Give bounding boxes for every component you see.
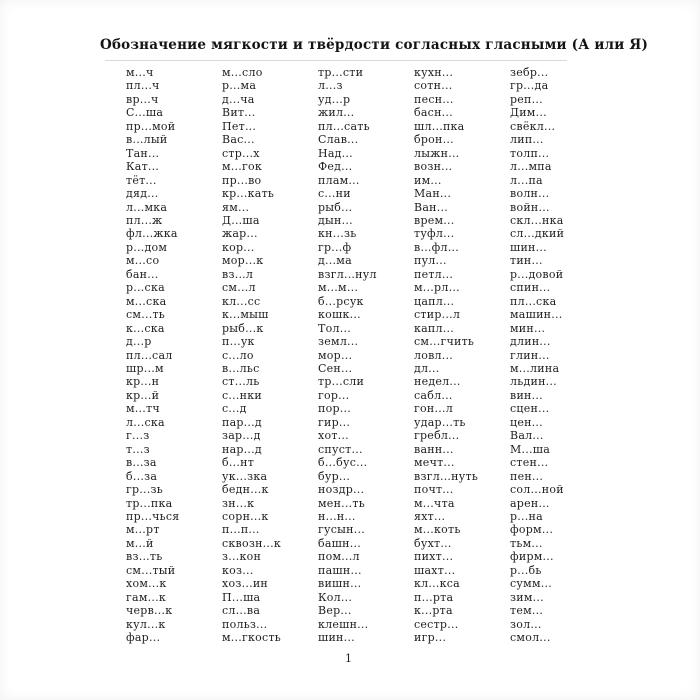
word-item: Фед...	[318, 160, 353, 174]
word-item: брон...	[414, 133, 454, 147]
word-item: лип...	[510, 133, 544, 147]
word-item: реп...	[510, 92, 543, 106]
word-item: песн...	[414, 92, 454, 106]
word-item: р...на	[510, 509, 543, 523]
word-item: пл...ска	[510, 294, 557, 308]
word-item: тр...пка	[126, 496, 173, 510]
word-item: Вер...	[318, 604, 352, 618]
word-item: д...ма	[318, 254, 352, 268]
word-item: фирм...	[510, 550, 554, 564]
word-item: Сен...	[318, 361, 353, 375]
word-item: фар...	[126, 631, 161, 645]
word-item: л...з	[318, 79, 343, 93]
word-item: пихт...	[414, 550, 454, 564]
word-item: к...мыш	[222, 308, 269, 322]
word-item: гр...да	[510, 79, 549, 93]
word-item: кошк...	[318, 308, 361, 322]
word-item: смол...	[510, 631, 551, 645]
word-item: шин...	[510, 240, 547, 254]
word-item: тёт...	[126, 173, 157, 187]
word-item: п...ук	[222, 335, 255, 349]
word-item: пр...чься	[126, 509, 180, 523]
word-item: спуст...	[318, 442, 363, 456]
word-item: волн...	[510, 187, 550, 201]
word-item: вз...ть	[126, 550, 163, 564]
word-item: басн...	[414, 106, 453, 120]
word-column-1	[126, 66, 222, 644]
word-item: зн...к	[222, 496, 255, 510]
word-item: плам...	[318, 173, 360, 187]
word-item: Ман...	[414, 187, 452, 201]
word-item: Тол...	[318, 321, 351, 335]
word-item: спин...	[510, 281, 551, 295]
word-item: взгл...нуть	[414, 469, 479, 483]
word-item: м...лина	[510, 361, 560, 375]
word-item: ям...	[222, 200, 250, 214]
word-item: им...	[414, 173, 442, 187]
word-item: кор...	[222, 240, 255, 254]
word-item: дын...	[318, 213, 353, 227]
word-column-3	[318, 66, 414, 644]
word-item: кн...зь	[318, 227, 357, 241]
word-item: ук...зка	[222, 469, 268, 483]
word-item: см...л	[222, 281, 256, 295]
word-columns	[126, 66, 606, 644]
word-item: хот...	[318, 429, 349, 443]
word-item: пен...	[510, 469, 544, 483]
word-item: м...гкость	[222, 631, 282, 645]
word-item: бур...	[318, 469, 351, 483]
word-item: пр...мой	[126, 119, 176, 133]
word-item: гам...к	[126, 590, 166, 604]
word-item: м...со	[126, 254, 160, 268]
word-item: кл...сс	[222, 294, 261, 308]
word-item: цен...	[510, 415, 543, 429]
word-item: сабл...	[414, 388, 453, 402]
word-item: вз...л	[222, 267, 254, 281]
word-item: клешн...	[318, 617, 369, 631]
word-item: Над...	[318, 146, 353, 160]
word-item: ловл...	[414, 348, 454, 362]
word-item: сл...ва	[222, 604, 261, 618]
word-item: к...ска	[126, 321, 165, 335]
word-item: цапл...	[414, 294, 455, 308]
word-item: мор...к	[222, 254, 264, 268]
word-item: тр...сти	[318, 66, 364, 79]
word-item: м...коть	[414, 523, 461, 537]
word-item: сестр...	[414, 617, 459, 631]
word-item: р...ма	[222, 79, 257, 93]
word-item: м...рл...	[414, 281, 460, 295]
word-item: свёкл...	[510, 119, 556, 133]
word-item: сорн...к	[222, 509, 269, 523]
word-item: тин...	[510, 254, 543, 268]
word-item: м...ч	[126, 66, 154, 79]
word-item: игр...	[414, 631, 447, 645]
word-item: мен...ть	[318, 496, 365, 510]
word-item: гон...л	[414, 402, 453, 416]
word-item: кр...й	[126, 388, 160, 402]
word-item: см...ть	[126, 308, 166, 322]
word-item: г...з	[126, 429, 150, 443]
word-item: жар...	[222, 227, 258, 241]
word-item: л...мка	[126, 200, 168, 214]
word-item: форм...	[510, 523, 554, 537]
word-item: недел...	[414, 375, 461, 389]
word-item: тем...	[510, 604, 544, 618]
word-item: в...фл...	[414, 240, 460, 254]
word-item: в...лый	[126, 133, 168, 147]
word-item: пл...ж	[126, 213, 163, 227]
word-item: кл...кса	[414, 577, 460, 591]
word-item: пашн...	[318, 563, 362, 577]
word-item: п...п...	[222, 523, 260, 537]
word-item: шр...м	[126, 361, 164, 375]
word-item: пл...ч	[126, 79, 160, 93]
word-item: мин...	[510, 321, 546, 335]
word-item: бухт...	[414, 536, 452, 550]
word-item: глин...	[510, 348, 550, 362]
word-item: с...нки	[222, 388, 262, 402]
word-item: рыб...к	[222, 321, 264, 335]
word-item: ванн...	[414, 442, 454, 456]
word-item: яхт...	[414, 509, 446, 523]
word-item: Пет...	[222, 119, 257, 133]
word-item: пар...д	[222, 415, 262, 429]
word-item: р...ска	[126, 281, 165, 295]
word-item: шл...пка	[414, 119, 465, 133]
word-item: Вит...	[222, 106, 256, 120]
word-item: толп...	[510, 146, 550, 160]
word-item: сквозн...к	[222, 536, 282, 550]
word-item: с...д	[222, 402, 247, 416]
word-item: Дим...	[510, 106, 547, 120]
word-item: сотн...	[414, 79, 453, 93]
word-item: шахт...	[414, 563, 456, 577]
word-item: зим...	[510, 590, 544, 604]
word-item: возн...	[414, 160, 453, 174]
word-item: к...рта	[414, 604, 453, 618]
word-item: почт...	[414, 483, 454, 497]
word-item: кр...кать	[222, 187, 275, 201]
word-item: м...гок	[222, 160, 263, 174]
word-item: д...ча	[222, 92, 255, 106]
word-item: взгл...нул	[318, 267, 377, 281]
word-item: хоз...ин	[222, 577, 268, 591]
word-item: удар...ть	[414, 415, 466, 429]
word-item: сол...ной	[510, 483, 564, 497]
word-item: пр...во	[222, 173, 262, 187]
word-item: фл...жка	[126, 227, 178, 241]
word-item: тр...сли	[318, 375, 365, 389]
word-item: зебр...	[510, 66, 549, 79]
word-item: кул...к	[126, 617, 166, 631]
word-item: С...ша	[126, 106, 164, 120]
word-column-4	[414, 66, 510, 644]
word-item: пл...сал	[126, 348, 173, 362]
word-item: бан...	[126, 267, 159, 281]
word-item: стен...	[510, 456, 549, 470]
page-title: Обозначение мягкости и твёрдости согласных гласными (А или Я)	[100, 37, 649, 53]
word-item: мечт...	[414, 456, 455, 470]
word-item: гор...	[318, 388, 350, 402]
word-item: дл...	[414, 361, 440, 375]
word-item: м...м...	[318, 281, 359, 295]
word-column-5	[510, 66, 606, 644]
word-item: в...за	[126, 456, 157, 470]
word-item: Кат...	[126, 160, 160, 174]
word-item: ноздр...	[318, 483, 365, 497]
word-item: машин...	[510, 308, 563, 322]
word-item: мор...	[318, 348, 353, 362]
word-item: гр...зь	[126, 483, 164, 497]
word-item: кр...н	[126, 375, 160, 389]
word-item: башн...	[318, 536, 361, 550]
word-item: м...тч	[126, 402, 160, 416]
word-item: р...довой	[510, 267, 564, 281]
word-item: б...нт	[222, 456, 255, 470]
word-item: сцен...	[510, 402, 550, 416]
word-item: з...кон	[222, 550, 262, 564]
word-item: л...па	[510, 173, 543, 187]
word-item: гребл...	[414, 429, 460, 443]
word-item: м...рт	[126, 523, 160, 537]
word-item: б...за	[126, 469, 158, 483]
word-item: б...бус...	[318, 456, 368, 470]
word-column-2	[222, 66, 318, 644]
word-item: стр...х	[222, 146, 260, 160]
word-item: Вал...	[510, 429, 544, 443]
word-item: льдин...	[510, 375, 557, 389]
word-item: пом...л	[318, 550, 360, 564]
title-divider	[105, 60, 567, 61]
word-item: П...ша	[222, 590, 261, 604]
word-item: Кол...	[318, 590, 353, 604]
word-item: гусын...	[318, 523, 365, 537]
word-item: черв...к	[126, 604, 173, 618]
word-item: шин...	[318, 631, 355, 645]
word-item: врем...	[414, 213, 455, 227]
word-item: хом...к	[126, 577, 167, 591]
word-item: пор...	[318, 402, 351, 416]
word-item: пл...сать	[318, 119, 370, 133]
word-item: арен...	[510, 496, 550, 510]
word-item: жил...	[318, 106, 355, 120]
word-item: м...ска	[126, 294, 167, 308]
word-item: вишн...	[318, 577, 362, 591]
word-item: уд...р	[318, 92, 351, 106]
word-item: л...ска	[126, 415, 165, 429]
word-item: д...р	[126, 335, 152, 349]
word-item: сумм...	[510, 577, 552, 591]
word-item: гир...	[318, 415, 351, 429]
word-item: лыжн...	[414, 146, 460, 160]
word-item: стир...л	[414, 308, 461, 322]
word-item: м...сло	[222, 66, 263, 79]
word-item: земл...	[318, 335, 359, 349]
word-item: н...н...	[318, 509, 356, 523]
word-item: с...ни	[318, 187, 351, 201]
word-item: зар...д	[222, 429, 261, 443]
word-item: скл...нка	[510, 213, 564, 227]
word-item: б...рсук	[318, 294, 364, 308]
word-item: длин...	[510, 335, 551, 349]
word-item: зол...	[510, 617, 542, 631]
word-item: т...з	[126, 442, 150, 456]
word-item: М...ша	[510, 442, 551, 456]
word-item: Слав...	[318, 133, 359, 147]
word-item: дяд...	[126, 187, 159, 201]
word-item: петл...	[414, 267, 454, 281]
word-item: войн...	[510, 200, 550, 214]
word-item: ст...ль	[222, 375, 260, 389]
word-item: нар...д	[222, 442, 262, 456]
word-item: Д...ша	[222, 213, 260, 227]
word-item: см...гчить	[414, 335, 475, 349]
word-item: польз...	[222, 617, 268, 631]
word-item: р...бь	[510, 563, 542, 577]
word-item: коз...	[222, 563, 254, 577]
word-item: рыб...	[318, 200, 353, 214]
page-number: 1	[345, 652, 352, 665]
word-item: капл...	[414, 321, 454, 335]
word-item: туфл...	[414, 227, 455, 241]
word-item: м...й	[126, 536, 154, 550]
word-item: Тан...	[126, 146, 160, 160]
word-item: гр...ф	[318, 240, 352, 254]
word-item: вр...ч	[126, 92, 159, 106]
word-item: Вас...	[222, 133, 255, 147]
word-item: кухн...	[414, 66, 454, 79]
word-item: р...дом	[126, 240, 168, 254]
word-item: сл...дкий	[510, 227, 565, 241]
word-item: м...чта	[414, 496, 455, 510]
word-item: вин...	[510, 388, 543, 402]
word-item: тьм...	[510, 536, 543, 550]
word-item: с...ло	[222, 348, 254, 362]
word-item: п...рта	[414, 590, 454, 604]
word-item: л...мпа	[510, 160, 552, 174]
word-item: Ван...	[414, 200, 448, 214]
word-item: пул...	[414, 254, 447, 268]
word-item: в...льс	[222, 361, 260, 375]
word-item: см...тый	[126, 563, 176, 577]
word-item: бедн...к	[222, 483, 269, 497]
